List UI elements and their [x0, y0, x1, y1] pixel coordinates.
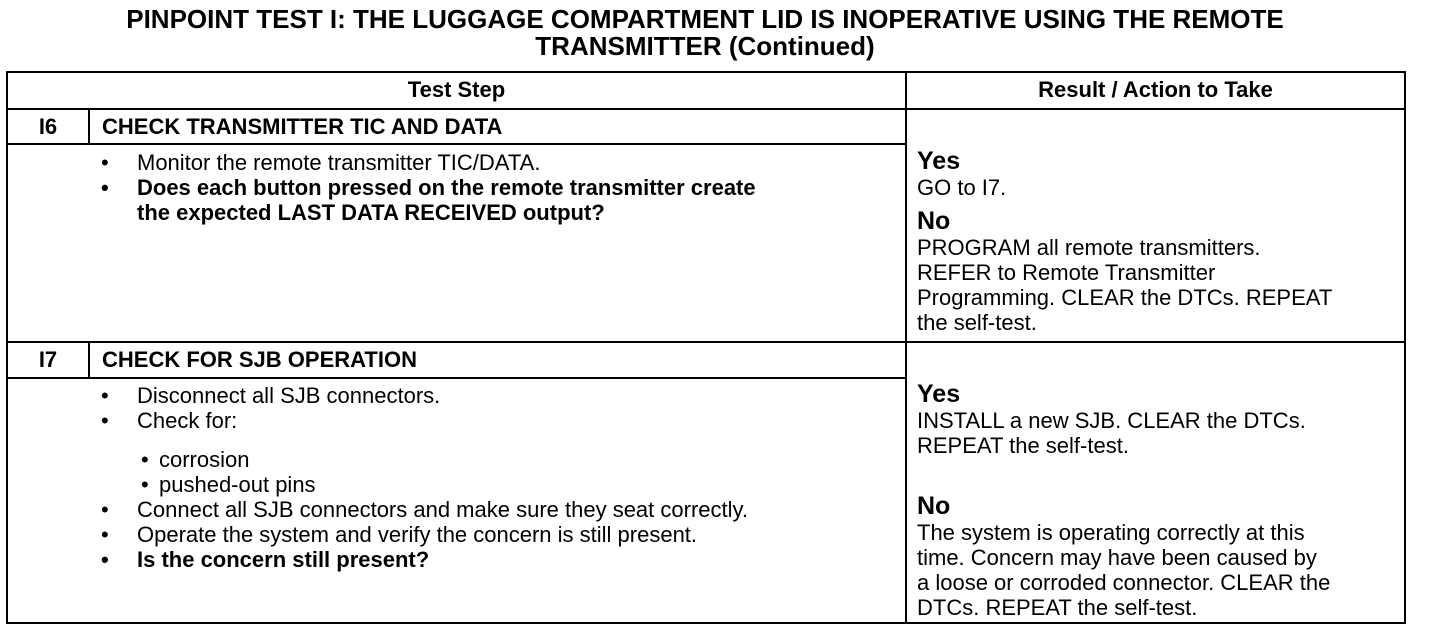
list-item: • Check for: — [101, 408, 901, 433]
pinpoint-test-table — [6, 71, 1406, 624]
step-i6-id-divider — [88, 110, 90, 143]
list-item: • Operate the system and verify the concern is still present. — [101, 522, 901, 547]
no-action-line: REFER to Remote Transmitter — [917, 260, 1216, 285]
no-label: No — [917, 492, 951, 520]
no-action-line: The system is operating correctly at this — [917, 520, 1305, 545]
no-action-line: the self-test. — [917, 310, 1037, 335]
yes-label: Yes — [917, 147, 961, 175]
no-label: No — [917, 207, 951, 235]
yes-action-line: INSTALL a new SJB. CLEAR the DTCs. — [917, 408, 1306, 433]
step-i6-instructions — [101, 150, 901, 225]
column-divider — [905, 73, 907, 622]
step-i6-title: CHECK TRANSMITTER TIC AND DATA — [102, 114, 503, 139]
step-i7-result — [917, 380, 1402, 620]
row-divider — [8, 341, 1404, 343]
yes-label: Yes — [917, 380, 961, 408]
step-i7-instructions — [101, 383, 901, 572]
step-i6-id: I6 — [38, 114, 58, 139]
title-line-1: PINPOINT TEST I: THE LUGGAGE COMPARTMENT LID IS INOPERATIVE USING THE REMOTE — [126, 4, 1284, 34]
sub-list-item: • pushed-out pins — [101, 472, 901, 497]
yes-action-line: REPEAT the self-test. — [917, 433, 1129, 458]
page-title — [0, 6, 1410, 60]
header-result-action: Result / Action to Take — [1038, 77, 1273, 102]
list-item-question: • Is the concern still present? — [101, 547, 901, 572]
question-line-2: the expected LAST DATA RECEIVED output? — [137, 200, 605, 225]
no-action-line: time. Concern may have been caused by — [917, 545, 1317, 570]
list-item: • Monitor the remote transmitter TIC/DATA. — [101, 150, 901, 175]
no-action-line: DTCs. REPEAT the self-test. — [917, 595, 1198, 620]
question-line-1: Does each button pressed on the remote transmitter create — [137, 175, 756, 200]
step-i7-title: CHECK FOR SJB OPERATION — [102, 347, 417, 372]
no-action-line: a loose or corroded connector. CLEAR the — [917, 570, 1331, 595]
no-action-line: Programming. CLEAR the DTCs. REPEAT — [917, 285, 1333, 310]
list-item: • Disconnect all SJB connectors. — [101, 383, 901, 408]
no-action-line: PROGRAM all remote transmitters. — [917, 235, 1261, 260]
title-line-2: TRANSMITTER (Continued) — [535, 31, 875, 61]
list-item: • Connect all SJB connectors and make sure they seat correctly. — [101, 497, 901, 522]
step-i6-title-divider — [8, 143, 905, 145]
sub-list-item: • corrosion — [101, 447, 901, 472]
step-i7-id-divider — [88, 343, 90, 377]
yes-action: GO to I7. — [917, 175, 1007, 200]
step-i7-id: I7 — [38, 347, 58, 372]
header-divider — [8, 108, 1404, 110]
header-test-step: Test Step — [407, 77, 506, 102]
step-i7-title-divider — [8, 377, 905, 379]
step-i6-result — [917, 147, 1402, 335]
list-item-question — [101, 175, 901, 225]
